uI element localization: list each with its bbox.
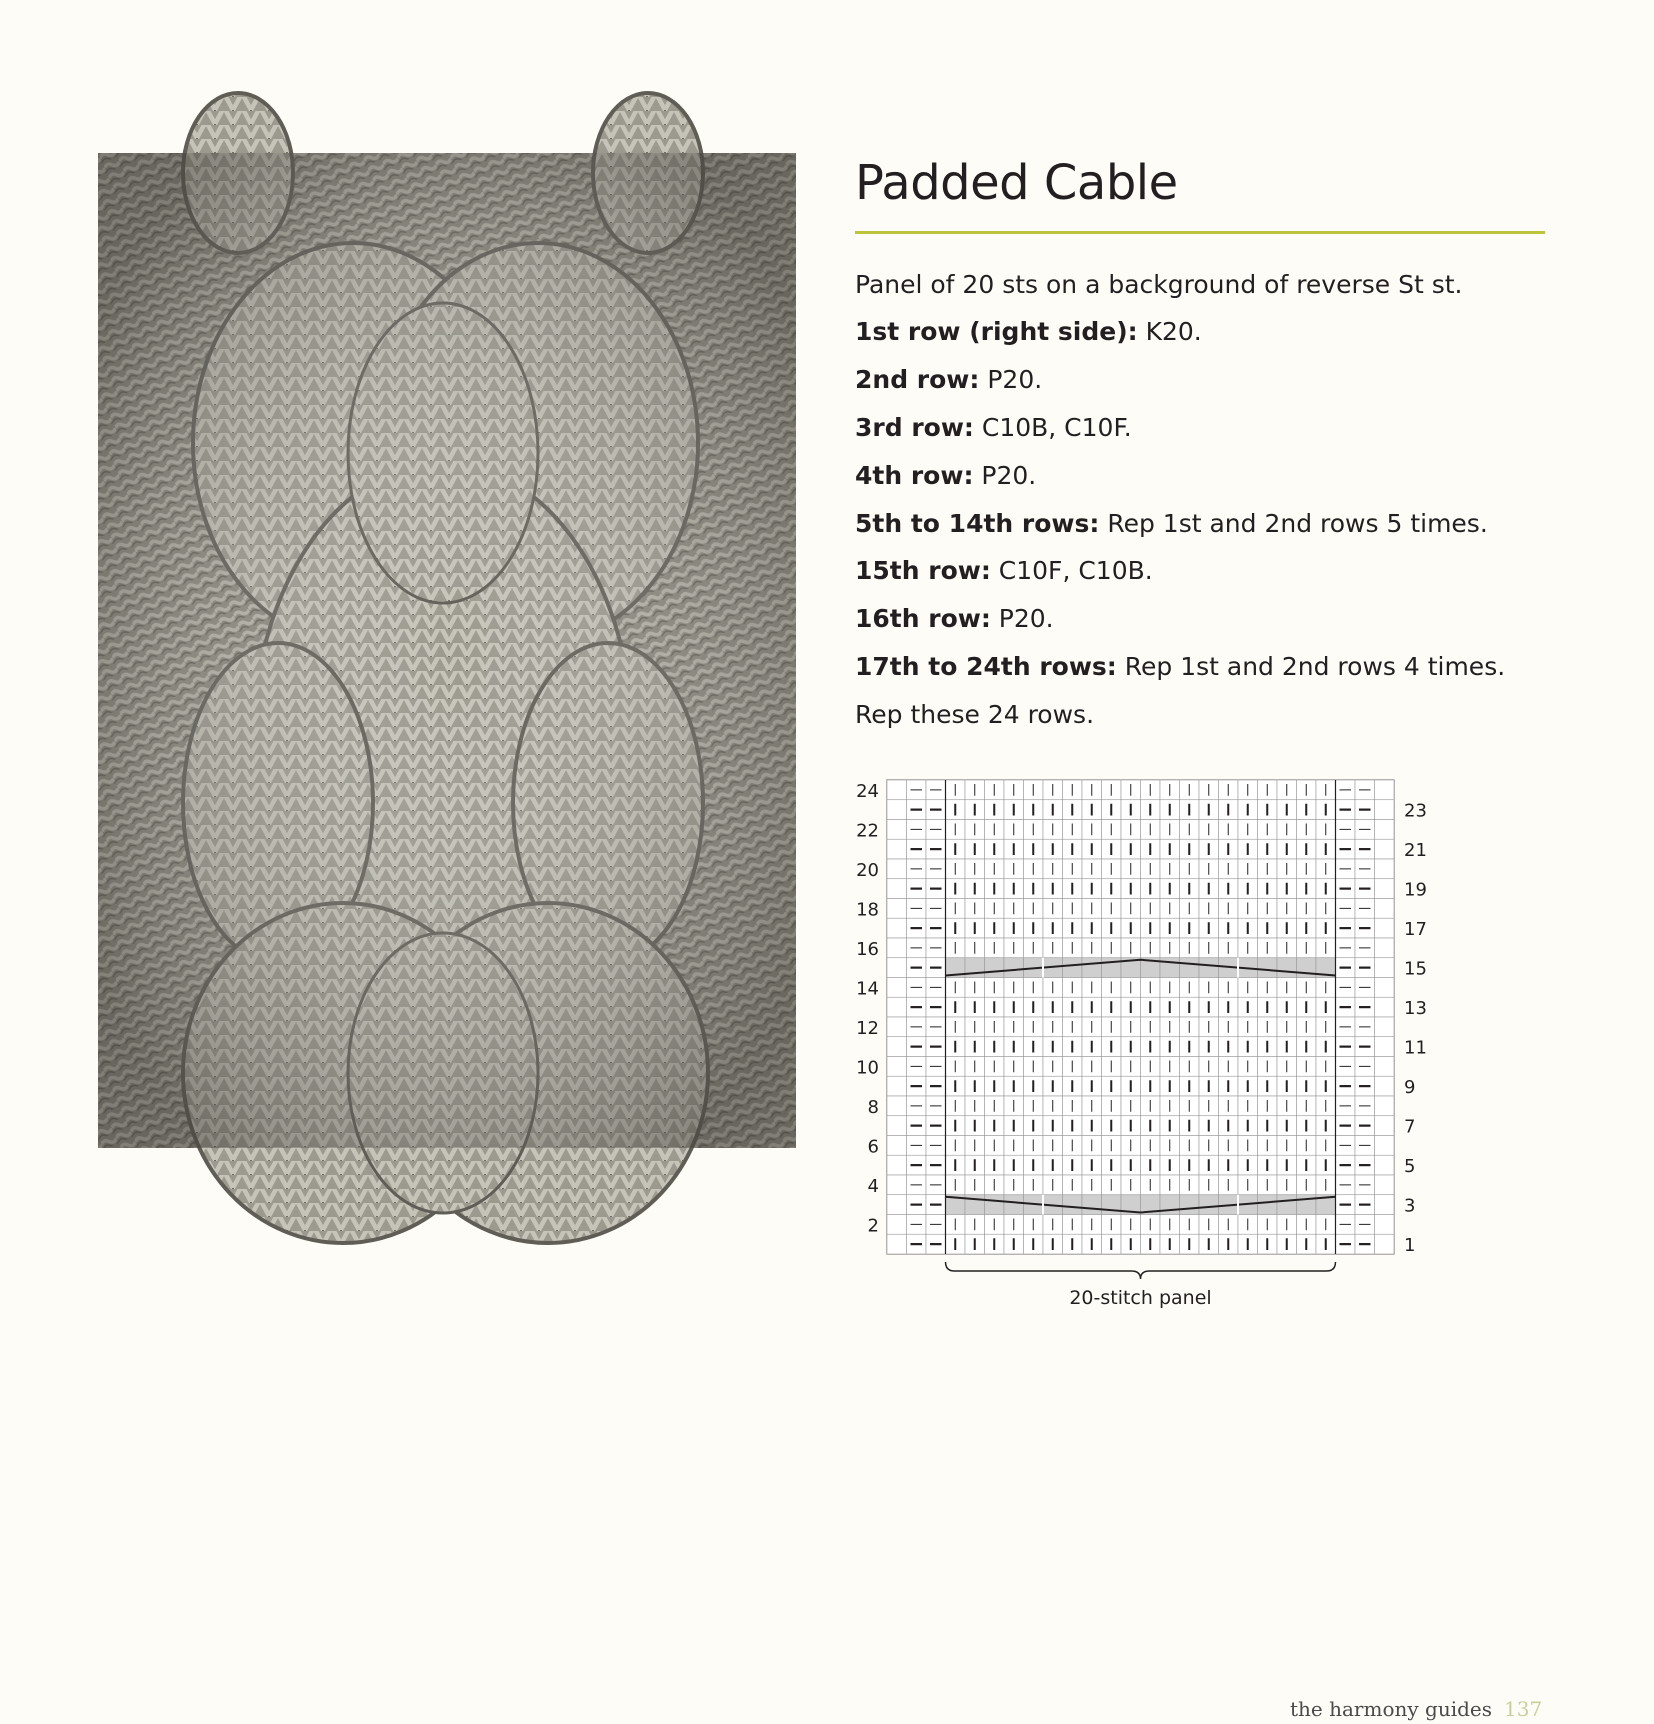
- instruction-line: [855, 556, 1153, 585]
- chart-cell: [887, 997, 907, 1017]
- chart-cell: [1199, 958, 1219, 978]
- chart-cell: [887, 918, 907, 938]
- row-number-right: 5: [1404, 1156, 1416, 1178]
- row-label: 5th to 14th rows:: [855, 509, 1100, 538]
- chart-grid: [845, 770, 1427, 1310]
- instruction-line: [855, 700, 1094, 729]
- row-label: 16th row:: [855, 604, 991, 633]
- chart-cell: [1375, 879, 1395, 899]
- chart-cell: [1375, 1076, 1395, 1096]
- row-number-right: 15: [1404, 958, 1427, 980]
- row-label: 2nd row:: [855, 365, 980, 394]
- row-number-right: 1: [1404, 1235, 1416, 1257]
- chart-cell: [1375, 820, 1395, 840]
- instruction-line: [855, 317, 1202, 346]
- chart-cell: [1277, 1195, 1297, 1215]
- chart-cell: [1375, 1017, 1395, 1037]
- chart-cell: [887, 1234, 907, 1254]
- row-number-right: 11: [1404, 1037, 1427, 1059]
- chart-cell: [1258, 1195, 1278, 1215]
- chart-cell: [1004, 958, 1024, 978]
- chart-cell: [887, 780, 907, 800]
- title-rule: [855, 231, 1545, 234]
- chart-cell: [887, 859, 907, 879]
- chart-cell: [887, 958, 907, 978]
- chart-cell: [985, 958, 1005, 978]
- row-number-left: 2: [867, 1215, 879, 1237]
- row-number-left: 22: [856, 820, 879, 842]
- chart-cell: [887, 879, 907, 899]
- chart-cell: [887, 1215, 907, 1235]
- instruction-line: [855, 509, 1488, 538]
- chart-cell: [1375, 1234, 1395, 1254]
- row-number-left: 12: [856, 1017, 879, 1039]
- chart-cell: [1063, 1195, 1083, 1215]
- book-title: the harmony guides: [1290, 1697, 1493, 1721]
- row-text: C10F, C10B.: [990, 556, 1153, 585]
- row-text: P20.: [979, 365, 1043, 394]
- chart-cell: [1277, 958, 1297, 978]
- instruction-line: [855, 604, 1054, 633]
- chart-cell: [887, 820, 907, 840]
- chart-cell: [887, 1175, 907, 1195]
- row-number-left: 14: [856, 978, 879, 1000]
- row-number-right: 19: [1404, 879, 1427, 901]
- row-number-left: 20: [856, 859, 879, 881]
- chart-cell: [887, 800, 907, 820]
- swatch-photo: [98, 153, 796, 1148]
- chart-cell: [1375, 780, 1395, 800]
- chart-cell: [887, 1155, 907, 1175]
- instruction-line: [855, 365, 1042, 394]
- panel-brace: [946, 1262, 1336, 1279]
- page-number: 137: [1504, 1697, 1543, 1721]
- chart-cell: [1375, 1155, 1395, 1175]
- chart-cell: [887, 899, 907, 919]
- row-label: 17th to 24th rows:: [855, 652, 1117, 681]
- chart-cell: [887, 1017, 907, 1037]
- chart-cell: [1375, 918, 1395, 938]
- row-number-right: 7: [1404, 1116, 1416, 1138]
- row-text: Panel of 20 sts on a background of reverse St st.: [855, 270, 1463, 299]
- chart-cell: [1004, 1195, 1024, 1215]
- row-label: 15th row:: [855, 556, 991, 585]
- instruction-line: [855, 270, 1463, 299]
- chart-cell: [887, 1096, 907, 1116]
- chart-cell: [1180, 1195, 1200, 1215]
- chart-cell: [1180, 958, 1200, 978]
- row-text: P20.: [990, 604, 1054, 633]
- row-label: 3rd row:: [855, 413, 974, 442]
- chart-cell: [1375, 938, 1395, 958]
- row-label: 1st row (right side):: [855, 317, 1138, 346]
- row-text: Rep 1st and 2nd rows 4 times.: [1116, 652, 1506, 681]
- chart-cell: [887, 839, 907, 859]
- row-number-left: 4: [867, 1175, 879, 1197]
- chart-cell: [1258, 958, 1278, 978]
- row-number-right: 3: [1404, 1195, 1416, 1217]
- row-number-left: 6: [867, 1136, 879, 1158]
- chart-cell: [1375, 1215, 1395, 1235]
- panel-label: 20-stitch panel: [1069, 1287, 1212, 1309]
- page-footer: [1290, 1697, 1542, 1721]
- pattern-title: Padded Cable: [855, 155, 1178, 211]
- chart-cell: [1375, 997, 1395, 1017]
- chart-cell: [1375, 800, 1395, 820]
- instruction-line: [855, 461, 1036, 490]
- chart-cell: [985, 1195, 1005, 1215]
- chart-cell: [887, 978, 907, 998]
- row-number-left: 10: [856, 1057, 879, 1079]
- chart-cell: [1375, 1195, 1395, 1215]
- chart-cell: [1375, 1037, 1395, 1057]
- row-number-right: 21: [1404, 840, 1427, 862]
- row-number-right: 13: [1404, 998, 1427, 1020]
- chart-cell: [1375, 839, 1395, 859]
- row-number-left: 16: [856, 938, 879, 960]
- row-number-right: 17: [1404, 919, 1427, 941]
- row-text: P20.: [973, 461, 1037, 490]
- row-text: Rep 1st and 2nd rows 5 times.: [1099, 509, 1488, 538]
- row-text: K20.: [1137, 317, 1202, 346]
- chart-cell: [887, 1195, 907, 1215]
- row-number-right: 23: [1404, 800, 1427, 822]
- chart-cell: [1375, 1175, 1395, 1195]
- row-number-left: 24: [856, 780, 879, 802]
- knitting-chart: [845, 770, 1427, 1314]
- chart-cell: [1375, 1116, 1395, 1136]
- chart-cell: [887, 1057, 907, 1077]
- chart-cell: [1375, 899, 1395, 919]
- chart-cell: [1375, 1057, 1395, 1077]
- chart-cell: [887, 1076, 907, 1096]
- chart-cell: [1375, 958, 1395, 978]
- chart-cell: [1082, 958, 1102, 978]
- row-number-left: 8: [867, 1096, 879, 1118]
- chart-cell: [887, 1037, 907, 1057]
- chart-cell: [1375, 859, 1395, 879]
- chart-cell: [1199, 1195, 1219, 1215]
- chart-cell: [887, 1136, 907, 1156]
- chart-cell: [887, 1116, 907, 1136]
- row-text: C10B, C10F.: [973, 413, 1132, 442]
- row-number-right: 9: [1404, 1077, 1416, 1099]
- chart-cell: [1082, 1195, 1102, 1215]
- instruction-line: [855, 413, 1132, 442]
- row-number-left: 18: [856, 899, 879, 921]
- chart-cell: [1375, 1096, 1395, 1116]
- chart-cell: [1375, 1136, 1395, 1156]
- chart-cell: [1375, 978, 1395, 998]
- row-text: Rep these 24 rows.: [855, 700, 1095, 729]
- chart-cell: [1063, 958, 1083, 978]
- chart-cell: [887, 938, 907, 958]
- instruction-line: [855, 652, 1505, 681]
- row-label: 4th row:: [855, 461, 974, 490]
